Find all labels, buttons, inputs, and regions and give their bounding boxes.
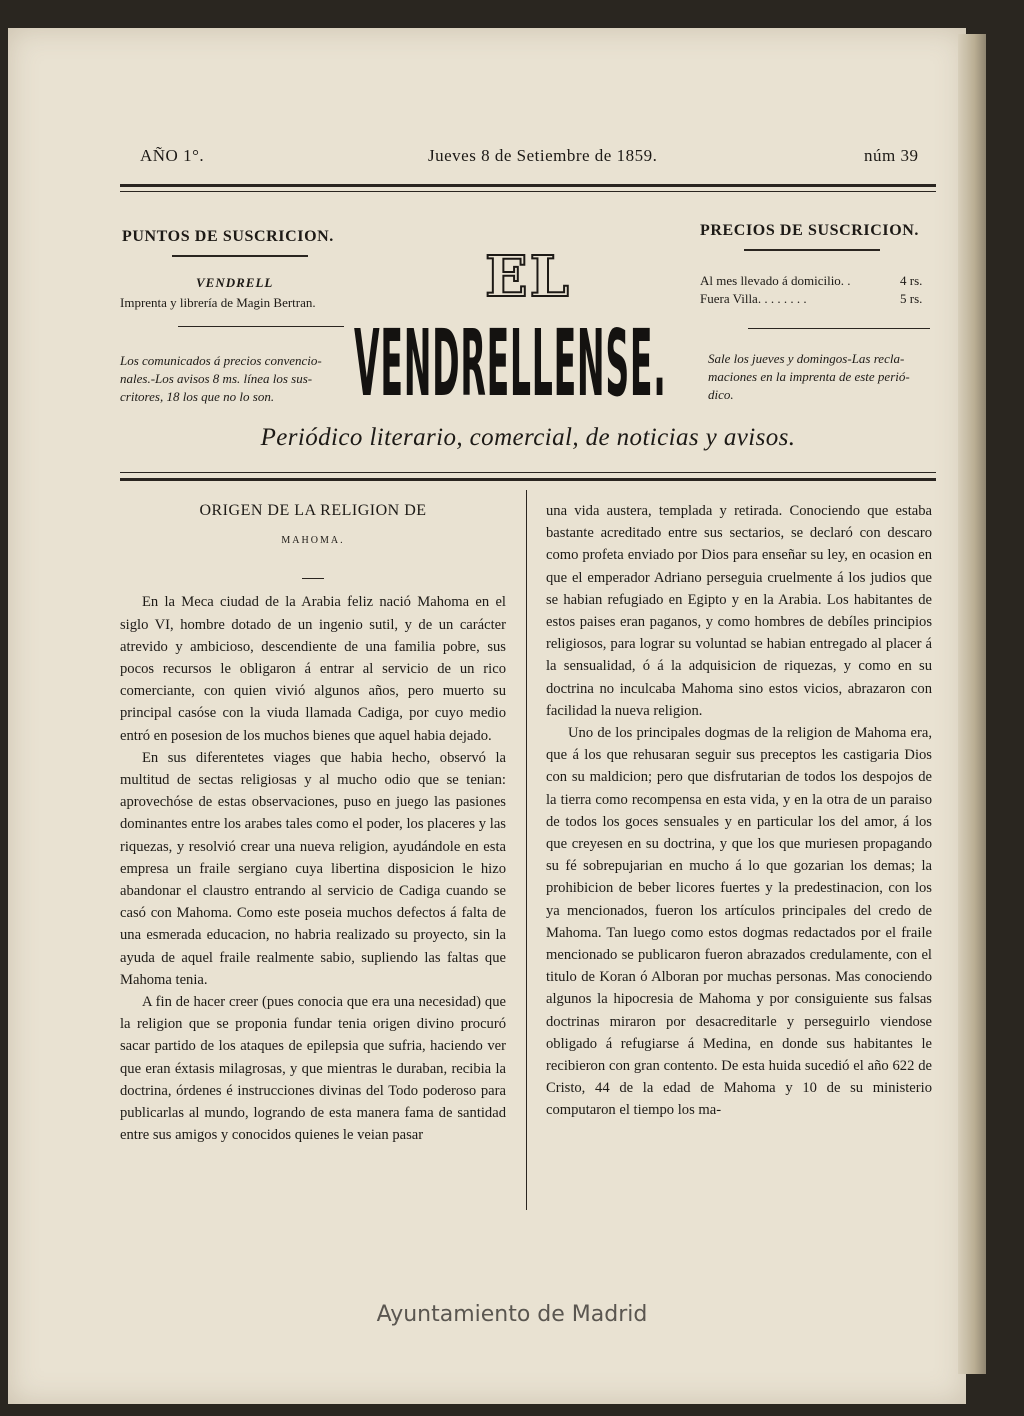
masthead-title: VENDRELLENSE. bbox=[354, 310, 667, 417]
article-paragraph: En la Meca ciudad de la Arabia feliz nació Mahoma en el siglo VI, hombre dotado de un ingenio sutil, y de un carácter atrevido y ambicioso, descendiente de una familia pobre, sus pocos recursos le obligaron á entrar al servicio de un rico comerciante, con quien vivió algunos años, pero muerto su principal casóse con la viuda llamada Cadiga, por cuyo medio entró en posesion de los muchos bienes que aquel habia dejado. bbox=[120, 594, 506, 744]
header-rule-bottom bbox=[120, 478, 936, 481]
divider bbox=[178, 326, 344, 327]
divider bbox=[302, 578, 324, 579]
printer-name: Imprenta y librería de Magin Bertran. bbox=[120, 295, 316, 310]
town-name: VENDRELL bbox=[196, 275, 274, 290]
subscription-prices-heading: PRECIOS DE SUSCRICION. bbox=[700, 222, 920, 239]
article-column-left bbox=[120, 500, 506, 1146]
divider bbox=[172, 255, 308, 257]
price-value-home: 4 rs. bbox=[900, 273, 923, 288]
price-label-outside: Fuera Villa. . . . . . . . bbox=[700, 291, 807, 306]
header-rule-top-thin bbox=[120, 191, 936, 192]
article-paragraph: una vida austera, templada y retirada. Conociendo que estaba bastante acreditado entre sus sectarios, se declaró con descaro como profeta enviado por Dios para enseñar su ley, en ocasion en que el emperador Adriano perseguia cruelmente á los judios que se habian refugiado en Egipto y en la Arabia. Los habitantes de estos paises eran paganos, y como hombres de debíles principios religiosos, para lograr su voluntad se habian entregado al placer á la sensualidad, ó á la adquisicion de riquezas, y como en su doctrina no inculcaba Mahoma sino estos vicios, abrazaron con facilidad la nueva religion. bbox=[546, 503, 932, 719]
notice-line: dico. bbox=[708, 387, 734, 402]
header-rule-top bbox=[120, 184, 936, 187]
price-value-outside: 5 rs. bbox=[900, 291, 923, 306]
issue-number: núm 39 bbox=[864, 146, 919, 165]
notice-line: Sale los jueves y domingos-Las recla- bbox=[708, 351, 905, 366]
header-rule-bottom-thin bbox=[120, 472, 936, 473]
notice-line: maciones en la imprenta de este perió- bbox=[708, 369, 910, 384]
notice-line: Los comunicados á precios convencio- bbox=[120, 353, 322, 368]
divider bbox=[748, 328, 930, 329]
article-paragraph: En sus diferentetes viages que habia hecho, observó la multitud de sectas religiosas y al mucho odio que se tenian: aprovechóse de estas observaciones, puso en juego las pasiones dominantes entre los arabes tales como el poder, los placeres y las riquezas, y resolvió crear una nueva religion, ayudándole en esta empresa un fraile sergiano cuya libertina disposicion le hizo abandonar el claustro entrando al servicio de Cadiga cuando se casó con Mahoma. Como este poseia muchos defectos á falta de una esmerada educacion, no habria realizado su proyecto, sin la ayuda de aquel fraile realmente sabio, supliendo las faltas que Mahoma tenia. bbox=[120, 749, 506, 988]
notice-line: critores, 18 los que no lo son. bbox=[120, 389, 275, 404]
article-paragraph: A fin de hacer creer (pues conocia que era una necesidad) que la religion que se proponia fundar tenia origen divino procuró sacar partido de los ataques de epilepsia que sufria, haciendo ver que eran éxtasis milagrosas, y que mientras le duraban, recibia la doctrina, órdenes é instrucciones divinas del Todo poderoso para publicarlas al mundo, logrando de esta manera fama de santidad entre sus amigos y conocidos quienes le veian pasar bbox=[120, 994, 506, 1144]
divider bbox=[744, 249, 880, 251]
column-divider bbox=[526, 490, 527, 1210]
article-subtitle: MAHOMA. bbox=[281, 535, 345, 547]
year-label: AÑO 1°. bbox=[140, 146, 205, 165]
notice-line: nales.-Los avisos 8 ms. línea los sus- bbox=[120, 371, 313, 386]
issue-date: Jueves 8 de Setiembre de 1859. bbox=[428, 146, 658, 165]
masthead-el: EL bbox=[484, 244, 572, 310]
price-label-home: Al mes llevado á domicilio. . bbox=[700, 273, 851, 288]
watermark: Ayuntamiento de Madrid bbox=[376, 1302, 648, 1327]
masthead-subtitle: Periódico literario, comercial, de noticias y avisos. bbox=[260, 424, 796, 451]
subscription-points-heading: PUNTOS DE SUSCRICION. bbox=[122, 228, 334, 245]
article-column-right bbox=[546, 500, 932, 1122]
page-stack-edge bbox=[958, 34, 986, 1374]
article-paragraph: Uno de los principales dogmas de la religion de Mahoma era, que á los que rehusaran seguir sus preceptos les castigaria Dios con su maldicion; pero que disfrutarian de todos los despojos de la tierra como recompensa en esta vida, y en la otra de un paraiso de todos los goces sensuales y en particular los del amor, á los que creyesen en su doctrina, y que los que muriesen propagando su fé sobrepujarian en mucho á lo que gozarian los demas; la prohibicion de beber licores fuertes y la predestinacion, con los ya mencionados, fueron los artículos principales del credo de Mahoma. Tan luego como estos dogmas redactados por el fraile mencionado se publicaron fueron abrazados credulamente, con el titulo de Koran ó Alboran por muchas personas. Mas conociendo algunos la hipocresia de Mahoma y por consiguiente sus falsas doctrinas miraron por desacreditarle y perseguirlo viendose obligado á refugiarse á Medina, en donde sus habitantes le recibieron con gran contento. De esta huida sucedió el año 622 de Cristo, 44 de la edad de Mahoma y 10 de su ministerio computaron el tiempo los ma- bbox=[546, 725, 932, 1119]
article-title: ORIGEN DE LA RELIGION DE bbox=[199, 502, 427, 519]
